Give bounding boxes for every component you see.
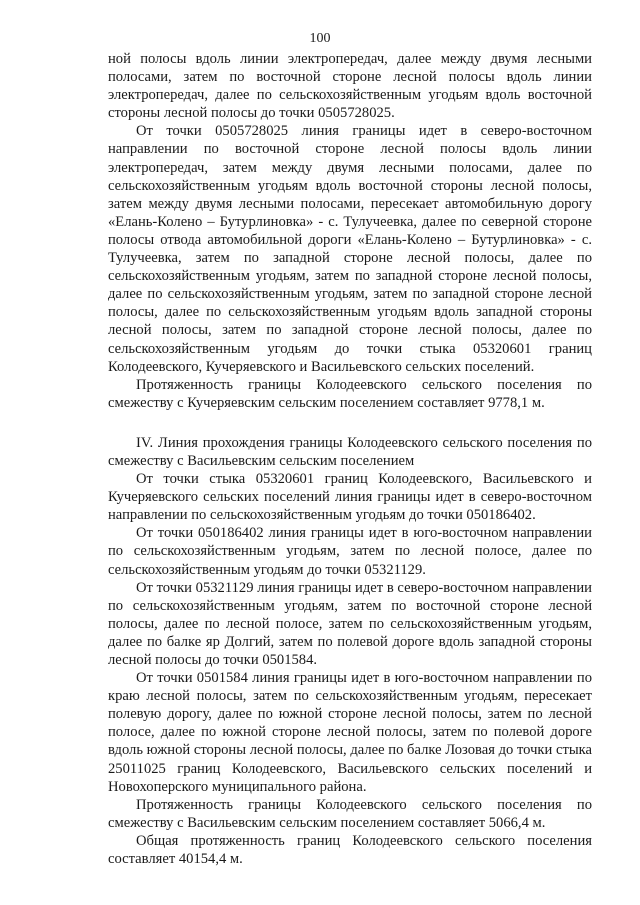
paragraph-total-length: Общая протяженность границ Колодеевского сельского поселения составляет 40154,4 м. xyxy=(108,832,592,868)
paragraph-point-050186402: От точки 050186402 линия границы идет в юго-восточном направлении по сельскохозяйственным угодьям, затем по лесной полосе, далее по сельскохозяйственным угодьям до точки 05321129. xyxy=(108,525,592,578)
paragraph-continuation: ной полосы вдоль линии электропередач, далее между двумя лесными полосами, затем по восточной стороне лесной полосы вдоль линии электропередач, далее по сельскохозяйственным угодьям вдоль восточной стороны лесной полосы до точки 0505728025. xyxy=(108,51,592,122)
paragraph-point-0501584: От точки 0501584 линия границы идет в юго-восточном направлении по краю лесной полосы, затем по сельскохозяйственным угодьям, пересекает полевую дорогу, далее по южной стороне лесной полосы, затем по лесной полосе, далее по южной стороне лесной полосы, затем по полевой дороге вдоль южной стороны лесной полосы, далее по балке Лозовая до точки стыка 25011025 границ Колодеевского, Васильевского сельских поселений и Новохоперского муниципального района. xyxy=(108,670,592,795)
document-body xyxy=(108,50,592,868)
section-heading-iv: IV. Линия прохождения границы Колодеевского сельского поселения по смежеству с Васильевским сельским поселением xyxy=(108,434,592,469)
paragraph-point-05321129: От точки 05321129 линия границы идет в северо-восточном направлении по сельскохозяйственным угодьям, затем по восточной стороне лесной полосы, далее по лесной полосе, затем по сельскохозяйственным угодьям, далее по балке яр Долгий, затем по полевой дороге вдоль западной стороны лесной полосы до точки 0501584. xyxy=(108,579,592,668)
page-number: 100 xyxy=(309,31,331,46)
paragraph-length-vasilevskoe: Протяженность границы Колодеевского сельского поселения по смежеству с Васильевским сельским поселением составляет 5066,4 м. xyxy=(108,796,592,831)
paragraph-length-kucheryaevskoe: Протяженность границы Колодеевского сельского поселения по смежеству с Кучеряевским сельским поселением составляет 9778,1 м. xyxy=(108,376,592,411)
paragraph-junction-05320601: От точки стыка 05320601 границ Колодеевского, Васильевского и Кучеряевского сельских поселений линия границы идет в северо-восточном направлении по сельскохозяйственным угодьям до точки 050186402. xyxy=(108,471,592,524)
paragraph-boundary-northeast: От точки 0505728025 линия границы идет в северо-восточном направлении по восточной стороне лесной полосы вдоль линии электропередач, затем между двумя лесными полосами, далее по сельскохозяйственным угодьям вдоль восточной стороны лесной полосы, затем между двумя лесными полосами, пересекает автомобильную дорогу «Елань-Колено – Бутурлиновка» - с. Тулучеевка, далее по северной стороне полосы отвода автомобильной дороги «Елань-Колено – Бутурлиновка» - с. Тулучеевка, затем по западной стороне лесной полосы, далее по сельскохозяйственным угодьям, затем по западной стороне лесной полосы, далее по сельскохозяйственным угодьям, затем по западной стороне лесной полосы, далее по сельскохозяйственным угодьям вдоль западной стороны лесной полосы, затем по западной стороне лесной полосы, далее по сельскохозяйственным угодьям до точки стыка 05320601 границ Колодеевского, Кучеряевского и Васильевского сельских поселений. xyxy=(108,123,592,375)
